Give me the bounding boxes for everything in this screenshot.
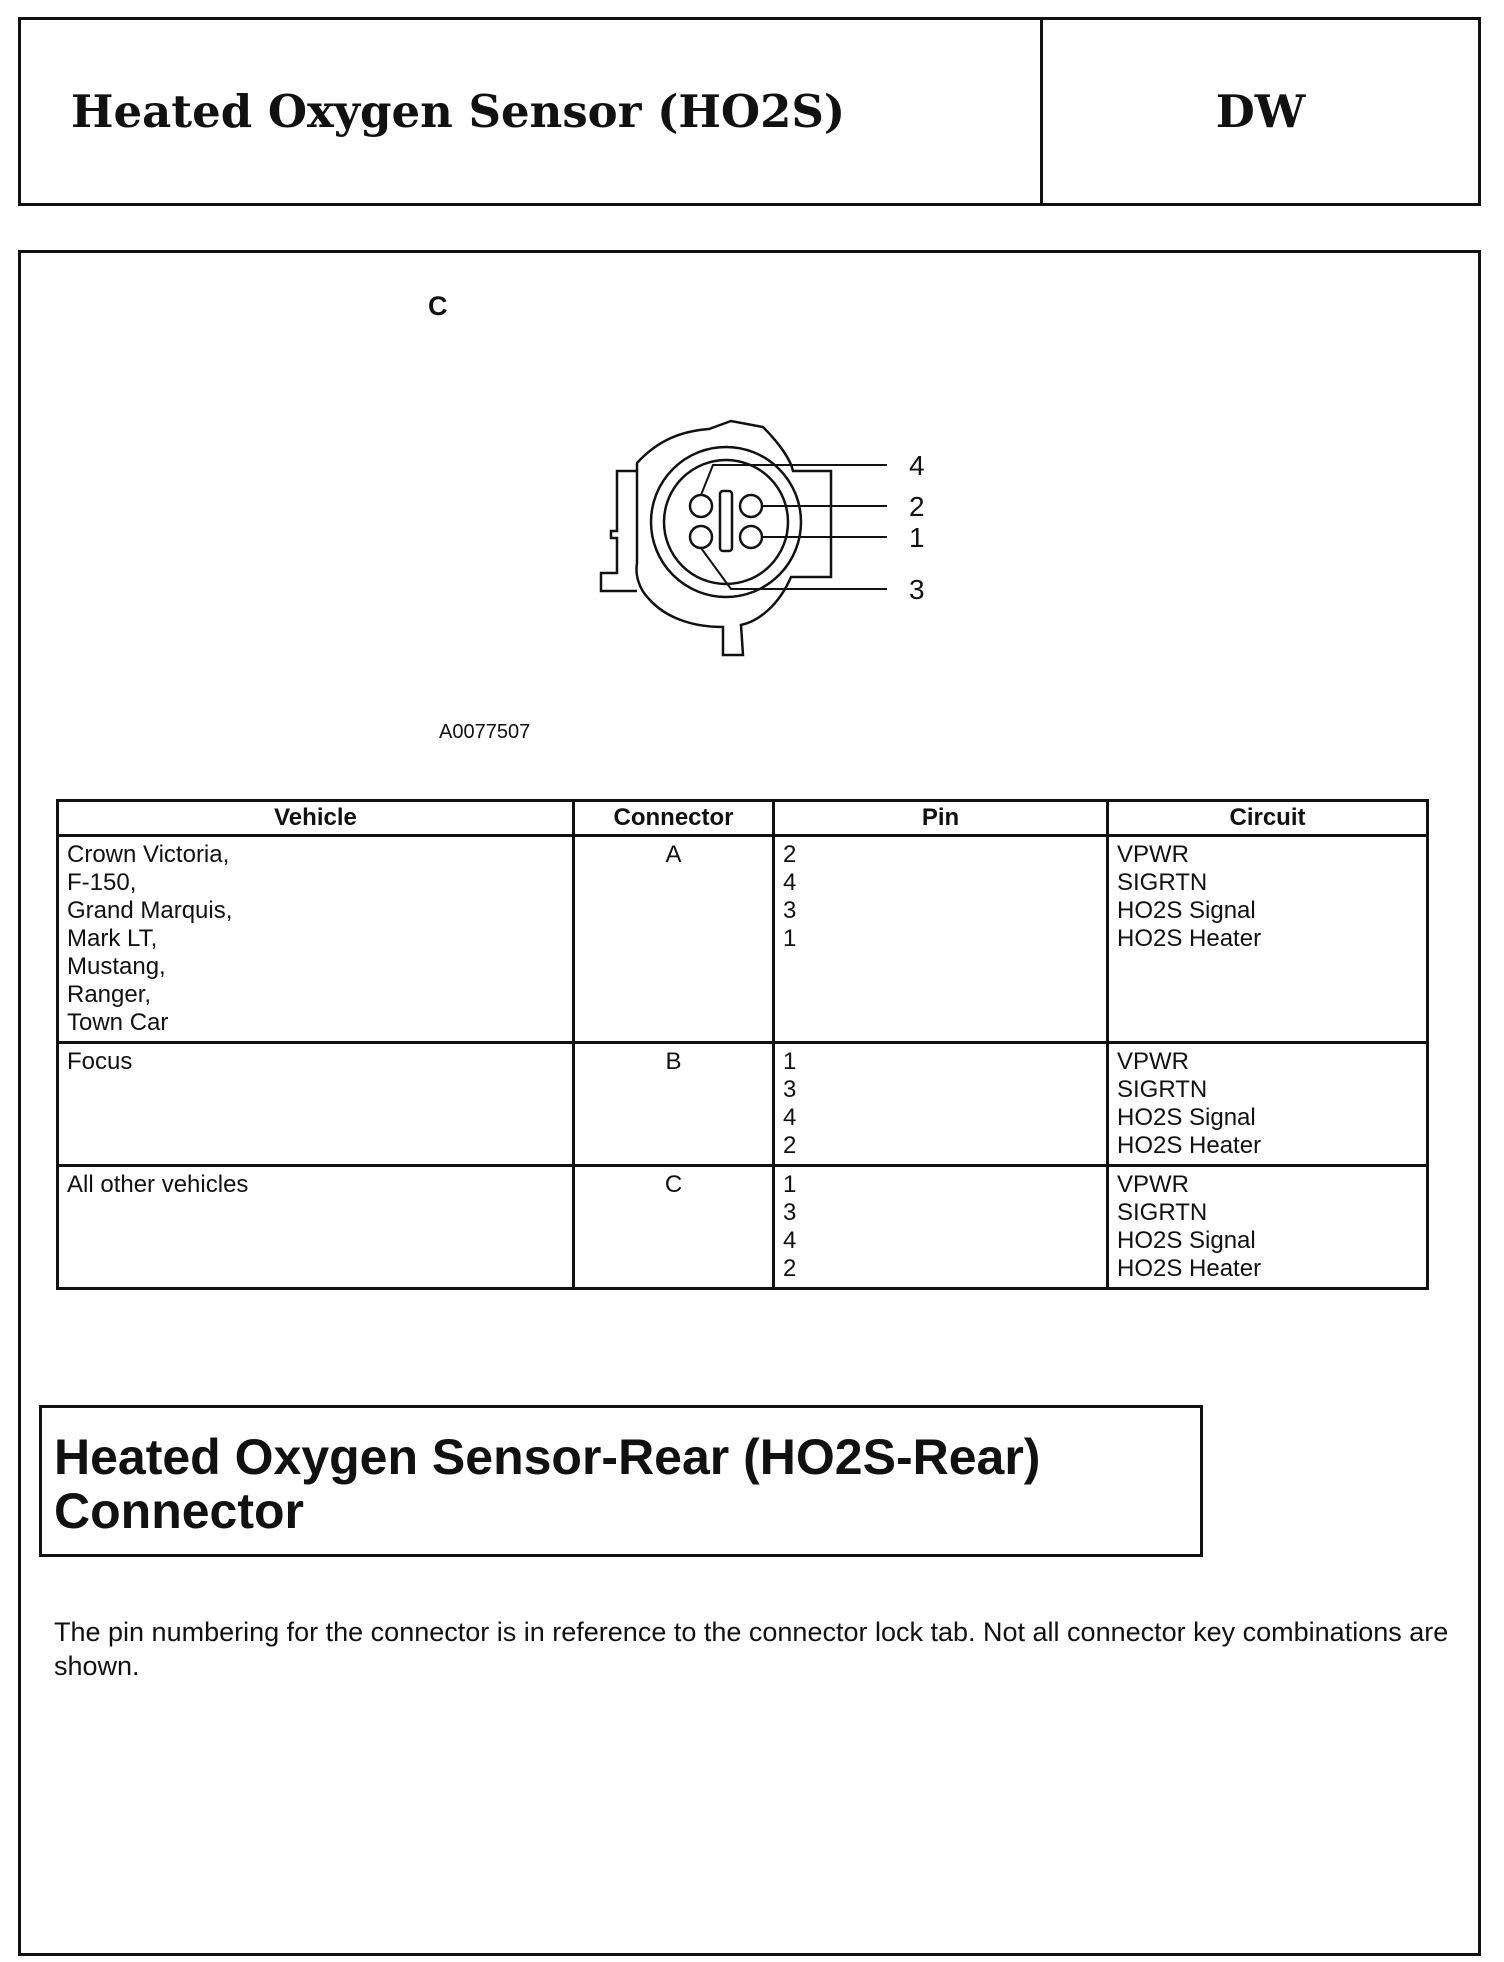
pin-number: 1	[783, 1171, 797, 1198]
table-row	[58, 1166, 1428, 1289]
pin-number: 1	[783, 1048, 797, 1075]
connector-face	[651, 447, 801, 597]
connector-latch-left	[601, 471, 637, 591]
circuit-name: VPWR	[1117, 1171, 1189, 1198]
vehicle-name: Mustang,	[67, 953, 166, 980]
pin-cell	[774, 1166, 1108, 1289]
section-heading	[54, 1430, 1188, 1538]
page-header	[18, 17, 1481, 206]
table-row	[58, 836, 1428, 1043]
circuit-name: SIGRTN	[1117, 1199, 1208, 1226]
pin-label-4: 4	[909, 450, 925, 481]
vehicle-name: Focus	[67, 1048, 133, 1075]
circuit-name: HO2S Signal	[1117, 1104, 1256, 1131]
connector-cell: A	[574, 836, 774, 1043]
pin-number: 3	[783, 1199, 797, 1226]
pin-hole-1	[740, 526, 762, 548]
page-title: Heated Oxygen Sensor (HO2S)	[21, 20, 1043, 203]
pin-number: 2	[783, 1132, 797, 1159]
figure-id: A0077507	[439, 721, 531, 743]
vehicle-name: Ranger,	[67, 981, 152, 1008]
column-header-circuit: Circuit	[1108, 801, 1428, 836]
pin-number: 2	[783, 841, 797, 868]
pin-cell	[774, 1043, 1108, 1166]
circuit-name: SIGRTN	[1117, 1076, 1208, 1103]
circuit-cell	[1108, 836, 1428, 1043]
circuit-name: VPWR	[1117, 1048, 1189, 1075]
section-code: DW	[1215, 85, 1306, 138]
connector-cell: B	[574, 1043, 774, 1166]
pin-hole-4	[690, 495, 712, 517]
section-heading-line-1: Heated Oxygen Sensor-Rear (HO2S-Rear)	[54, 1429, 1041, 1485]
vehicle-cell	[58, 1043, 574, 1166]
table-header-row	[58, 801, 1428, 836]
connector-cell: C	[574, 1166, 774, 1289]
circuit-cell	[1108, 1043, 1428, 1166]
circuit-name: HO2S Heater	[1117, 925, 1262, 952]
column-header-pin: Pin	[774, 801, 1108, 836]
section-heading-line-2: Connector	[54, 1483, 304, 1539]
vehicle-name: Crown Victoria,	[67, 841, 230, 868]
connector-pinout-diagram	[591, 413, 951, 673]
vehicle-name: F-150,	[67, 869, 137, 896]
pin-number: 1	[783, 925, 797, 952]
section-heading-box	[39, 1405, 1203, 1557]
connector-letter-label: C	[428, 291, 448, 321]
vehicle-name: Grand Marquis,	[67, 897, 233, 924]
pinout-table	[56, 799, 1429, 1290]
circuit-name: HO2S Signal	[1117, 897, 1256, 924]
column-header-vehicle: Vehicle	[58, 801, 574, 836]
vehicle-name: Town Car	[67, 1009, 169, 1036]
vehicle-name: Mark LT,	[67, 925, 158, 952]
pin-label-1: 1	[909, 522, 925, 553]
circuit-name: SIGRTN	[1117, 869, 1208, 896]
connector-note: The pin numbering for the connector is in reference to the connector lock tab. Not all connector key combinations are shown.	[54, 1617, 1449, 1681]
pin-number: 4	[783, 1104, 797, 1131]
connector-key	[720, 491, 732, 551]
circuit-name: HO2S Heater	[1117, 1132, 1262, 1159]
connector-cavity	[664, 460, 788, 584]
pin-number: 2	[783, 1255, 797, 1282]
vehicle-cell	[58, 1166, 574, 1289]
vehicle-cell	[58, 836, 574, 1043]
pin-cell	[774, 836, 1108, 1043]
circuit-name: HO2S Signal	[1117, 1227, 1256, 1254]
pin-number: 3	[783, 1076, 797, 1103]
pin-hole-2	[740, 495, 762, 517]
column-header-connector: Connector	[574, 801, 774, 836]
pin-label-3: 3	[909, 574, 925, 605]
circuit-cell	[1108, 1166, 1428, 1289]
circuit-name: VPWR	[1117, 841, 1189, 868]
pin-number: 3	[783, 897, 797, 924]
pin-number: 4	[783, 1227, 797, 1254]
pin-number: 4	[783, 869, 797, 896]
pin-hole-3	[690, 526, 712, 548]
vehicle-name: All other vehicles	[67, 1171, 249, 1198]
pin-label-2: 2	[909, 491, 925, 522]
content-panel	[18, 250, 1481, 1956]
circuit-name: HO2S Heater	[1117, 1255, 1262, 1282]
table-row	[58, 1043, 1428, 1166]
